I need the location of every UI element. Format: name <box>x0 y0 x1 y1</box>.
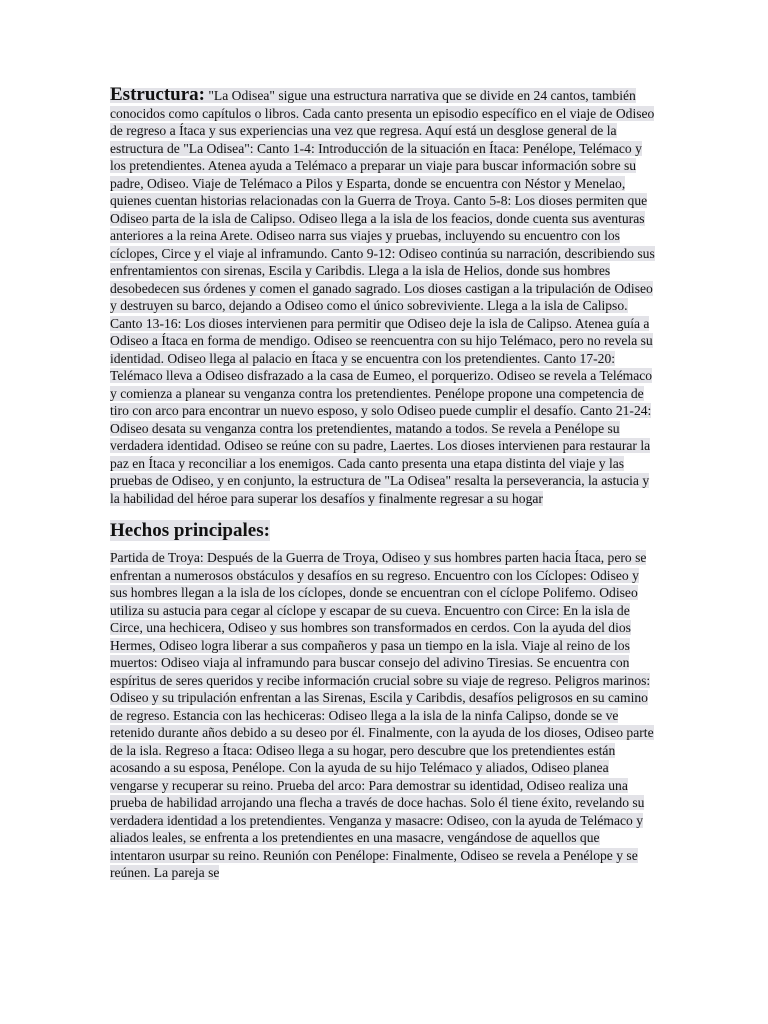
document-page <box>110 86 655 882</box>
estructura-heading: Estructura: <box>110 84 205 105</box>
section-hechos-principales <box>110 519 655 882</box>
hechos-principales-paragraph <box>110 549 655 882</box>
estructura-paragraph <box>110 86 655 507</box>
section-estructura <box>110 86 655 507</box>
estructura-body: "La Odisea" sigue una estructura narrativa que se divide en 24 cantos, también conocidos como capítulos o libros. Cada canto presenta un episodio específico en el viaje de Odiseo de regreso a Ítaca y sus experiencias una vez que regresa. Aquí está un desglose general de la estructura de "La Odisea": Canto 1-4: Introducción de la situación en Ítaca: Penélope, Telémaco y los pretendientes. Atenea ayuda a Telémaco a preparar un viaje para buscar información sobre su padre, Odiseo. Viaje de Telémaco a Pilos y Esparta, donde se encuentra con Néstor y Menelao, quienes cuentan historias relacionadas con la Guerra de Troya. Canto 5-8: Los dioses permiten que Odiseo parta de la isla de Calipso. Odiseo llega a la isla de los feacios, donde cuenta sus aventuras anteriores a la reina Arete. Odiseo narra sus viajes y pruebas, incluyendo su encuentro con los cíclopes, Circe y el viaje al inframundo. Canto 9-12: Odiseo continúa su narración, describiendo sus enfrentamientos con sirenas, Escila y Caribdis. Llega a la isla de Helios, donde sus hombres desobedecen sus órdenes y comen el ganado sagrado. Los dioses castigan a la tripulación de Odiseo y destruyen su barco, dejando a Odiseo como el único sobreviviente. Llega a la isla de Calipso. Canto 13-16: Los dioses intervienen para permitir que Odiseo deje la isla de Calipso. Atenea guía a Odiseo a Ítaca en forma de mendigo. Odiseo se reencuentra con su hijo Telémaco, pero no revela su identidad. Odiseo llega al palacio en Ítaca y se encuentra con los pretendientes. Canto 17-20: Telémaco lleva a Odiseo disfrazado a la casa de Eumeo, el porquerizo. Odiseo se revela a Telémaco y comienza a planear su venganza contra los pretendientes. Penélope propone una competencia de tiro con arco para encontrar un nuevo esposo, y solo Odiseo puede cumplir el desafío. Canto 21-24: Odiseo desata su venganza contra los pretendientes, matando a todos. Se revela a Penélope su verdadera identidad. Odiseo se reúne con su padre, Laertes. Los dioses intervienen para restaurar la paz en Ítaca y reconciliar a los enemigos. Cada canto presenta una etapa distinta del viaje y las pruebas de Odiseo, y en conjunto, la estructura de "La Odisea" resalta la perseverancia, la astucia y la habilidad del héroe para superar los desafíos y finalmente regresar a su hogar <box>110 88 655 506</box>
hechos-body: Partida de Troya: Después de la Guerra de Troya, Odiseo y sus hombres parten hacia Ítaca, pero se enfrentan a numerosos obstáculos y desafíos en su regreso. Encuentro con los Cíclopes: Odiseo y sus hombres llegan a la isla de los cíclopes, donde se encuentran con el cíclope Polifemo. Odiseo utiliza su astucia para cegar al cíclope y escapar de su cueva. Encuentro con Circe: En la isla de Circe, una hechicera, Odiseo y sus hombres son transformados en cerdos. Con la ayuda del dios Hermes, Odiseo logra liberar a sus compañeros y pasa un tiempo en la isla. Viaje al reino de los muertos: Odiseo viaja al inframundo para buscar consejo del adivino Tiresias. Se encuentra con espíritus de seres queridos y recibe información crucial sobre su viaje de regreso. Peligros marinos: Odiseo y su tripulación enfrentan a las Sirenas, Escila y Caribdis, desafíos peligrosos en su camino de regreso. Estancia con las hechiceras: Odiseo llega a la isla de la ninfa Calipso, donde se ve retenido durante años debido a su deseo por él. Finalmente, con la ayuda de los dioses, Odiseo parte de la isla. Regreso a Ítaca: Odiseo llega a su hogar, pero descubre que los pretendientes están acosando a su esposa, Penélope. Con la ayuda de su hijo Telémaco y aliados, Odiseo planea vengarse y recuperar su reino. Prueba del arco: Para demostrar su identidad, Odiseo realiza una prueba de habilidad arrojando una flecha a través de doce hachas. Solo él tiene éxito, revelando su verdadera identidad a los pretendientes. Venganza y masacre: Odiseo, con la ayuda de Telémaco y aliados leales, se enfrenta a los pretendientes en una masacre, vengándose de aquellos que intentaron usurpar su reino. Reunión con Penélope: Finalmente, Odiseo se revela a Penélope y se reúnen. La pareja se <box>110 550 654 880</box>
hechos-principales-heading <box>110 519 655 543</box>
estructura-highlight <box>110 84 655 506</box>
hechos-heading-highlight: Hechos principales: <box>110 520 270 541</box>
